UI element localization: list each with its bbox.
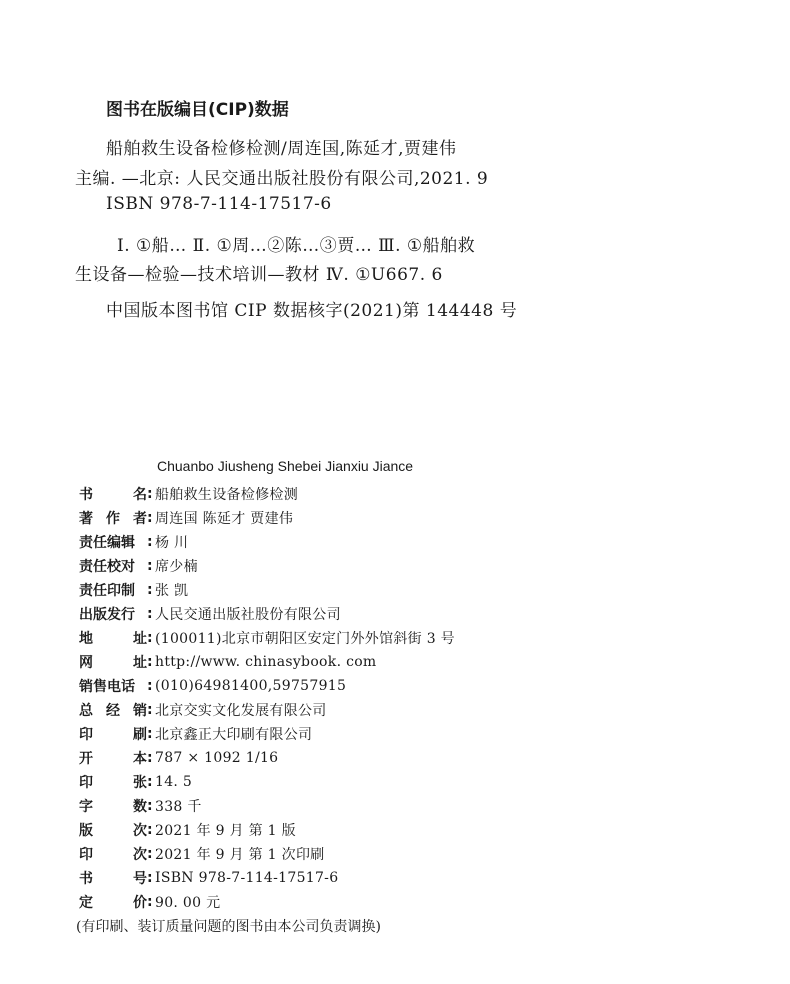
- colophon-label-part: 刷: [133, 727, 147, 743]
- pinyin-title: Chuanbo Jiusheng Shebei Jianxiu Jiance: [157, 458, 414, 474]
- colophon-row: [79, 482, 298, 506]
- colophon-row: [79, 818, 296, 842]
- colophon-colon: :: [147, 894, 153, 910]
- cip-heading: 图书在版编目(CIP)数据: [106, 100, 289, 120]
- colophon-row: [79, 890, 220, 914]
- colophon-colon: :: [147, 510, 153, 526]
- colophon-label-part: 印: [79, 727, 93, 743]
- colophon-colon: :: [147, 582, 153, 598]
- cip-publisher-line: 主编. —北京: 人民交通出版社股份有限公司,2021. 9: [75, 169, 489, 189]
- colophon-label: [79, 844, 147, 864]
- colophon-label: [79, 772, 147, 792]
- colophon-label-part: 价: [133, 895, 147, 911]
- colophon-label: [79, 580, 147, 600]
- colophon-label: [79, 652, 147, 672]
- colophon-label-part: 定: [79, 895, 93, 911]
- colophon-row: [79, 722, 312, 746]
- colophon-row: [79, 530, 188, 554]
- colophon-label: [79, 796, 147, 816]
- colophon-label-part: 版: [79, 823, 93, 839]
- colophon-colon: :: [147, 870, 153, 886]
- colophon-colon: :: [147, 822, 153, 838]
- colophon-row: [79, 794, 202, 818]
- colophon-value: 338 千: [155, 799, 202, 815]
- colophon-value: 张 凯: [155, 583, 189, 599]
- colophon-label-part: 次: [133, 823, 147, 839]
- colophon-value: 90. 00 元: [155, 895, 221, 911]
- colophon-value: http://www. chinasybook. com: [155, 654, 377, 670]
- colophon-label-part: 者: [133, 511, 147, 527]
- colophon-row: [79, 626, 455, 650]
- colophon-label-part: 数: [133, 799, 147, 815]
- colophon-row: [79, 770, 192, 794]
- colophon-label-part: 印: [79, 775, 93, 791]
- colophon-colon: :: [147, 654, 153, 670]
- colophon-value: 周连国 陈延才 贾建伟: [155, 511, 294, 527]
- colophon-label: [79, 532, 147, 552]
- colophon-value: 2021 年 9 月 第 1 次印刷: [155, 847, 325, 863]
- colophon-label-part: 著: [79, 511, 93, 527]
- colophon-colon: :: [147, 798, 153, 814]
- colophon-value: (010)64981400,59757915: [155, 678, 347, 694]
- colophon-colon: :: [147, 774, 153, 790]
- colophon-colon: :: [147, 678, 153, 694]
- colophon-label-part: 责任校对: [79, 559, 135, 575]
- colophon-label-part: 址: [133, 655, 147, 671]
- colophon-label-part: 总: [79, 703, 93, 719]
- colophon-label-part: 本: [133, 751, 147, 767]
- colophon-value: 北京鑫正大印刷有限公司: [155, 727, 313, 743]
- colophon-value: (100011)北京市朝阳区安定门外外馆斜街 3 号: [155, 631, 455, 647]
- colophon-label-part: 责任印制: [79, 583, 135, 599]
- colophon-label-part: 书: [79, 487, 93, 503]
- colophon-value: 人民交通出版社股份有限公司: [155, 607, 341, 623]
- quality-note: (有印刷、装订质量问题的图书由本公司负责调换): [76, 919, 381, 935]
- colophon-label-part: 作: [106, 511, 120, 527]
- cip-number-line: 中国版本图书馆 CIP 数据核字(2021)第 144448 号: [106, 301, 518, 321]
- colophon-label-part: 址: [133, 631, 147, 647]
- colophon-colon: :: [147, 726, 153, 742]
- colophon-label-part: 字: [79, 799, 93, 815]
- colophon-value: 杨 川: [155, 535, 189, 551]
- colophon-label-part: 次: [133, 847, 147, 863]
- colophon-colon: :: [147, 558, 153, 574]
- colophon-colon: :: [147, 534, 153, 550]
- colophon-label: [79, 556, 147, 576]
- colophon-colon: :: [147, 846, 153, 862]
- cip-subject-line-1: Ⅰ. ①船… Ⅱ. ①周…②陈…③贾… Ⅲ. ①船舶救: [117, 236, 476, 256]
- cip-subject-line-2: 生设备—检验—技术培训—教材 Ⅳ. ①U667. 6: [75, 265, 443, 285]
- colophon-label: [79, 748, 147, 768]
- colophon-colon: :: [147, 702, 153, 718]
- colophon-label: [79, 820, 147, 840]
- colophon-row: [79, 554, 198, 578]
- colophon-label: [79, 892, 147, 912]
- colophon-label-part: 号: [133, 871, 147, 887]
- colophon-label-part: 张: [133, 775, 147, 791]
- colophon-value: 席少楠: [155, 559, 198, 575]
- colophon-row: [79, 842, 325, 866]
- colophon-row: [79, 746, 278, 770]
- colophon-label: [79, 700, 147, 720]
- colophon-label-part: 印: [79, 847, 93, 863]
- colophon-value: 北京交实文化发展有限公司: [155, 703, 327, 719]
- cip-title-line: 船舶救生设备检修检测/周连国,陈延才,贾建伟: [106, 139, 457, 159]
- colophon-value: 14. 5: [155, 774, 193, 790]
- colophon-label: [79, 484, 147, 504]
- colophon-colon: :: [147, 750, 153, 766]
- colophon-row: [79, 866, 338, 890]
- colophon-colon: :: [147, 606, 153, 622]
- colophon-colon: :: [147, 630, 153, 646]
- colophon-row: [79, 506, 293, 530]
- colophon-colon: :: [147, 486, 153, 502]
- colophon-label-part: 书: [79, 871, 93, 887]
- colophon-label: [79, 724, 147, 744]
- colophon-value: ISBN 978-7-114-17517-6: [155, 870, 339, 886]
- colophon-label-part: 网: [79, 655, 93, 671]
- colophon-label-part: 开: [79, 751, 93, 767]
- colophon-label: [79, 868, 147, 888]
- colophon-label-part: 出版发行: [79, 607, 135, 623]
- cip-isbn-line: ISBN 978-7-114-17517-6: [106, 194, 332, 214]
- colophon-label-part: 责任编辑: [79, 535, 135, 551]
- colophon-label: [79, 604, 147, 624]
- colophon-label-part: 经: [106, 703, 120, 719]
- colophon-label-part: 名: [133, 487, 147, 503]
- colophon-label-part: 地: [79, 631, 93, 647]
- colophon-label: [79, 508, 147, 528]
- colophon-row: [79, 578, 188, 602]
- colophon-row: [79, 698, 327, 722]
- colophon-label: [79, 676, 147, 696]
- colophon-label-part: 销: [133, 703, 147, 719]
- colophon-value: 船舶救生设备检修检测: [155, 487, 298, 503]
- colophon-label-part: 销售电话: [79, 679, 135, 695]
- colophon-label: [79, 628, 147, 648]
- colophon-row: [79, 674, 346, 698]
- colophon-value: 2021 年 9 月 第 1 版: [155, 823, 296, 839]
- colophon-row: [79, 602, 341, 626]
- colophon-value: 787 × 1092 1/16: [155, 750, 279, 766]
- colophon-row: [79, 650, 377, 674]
